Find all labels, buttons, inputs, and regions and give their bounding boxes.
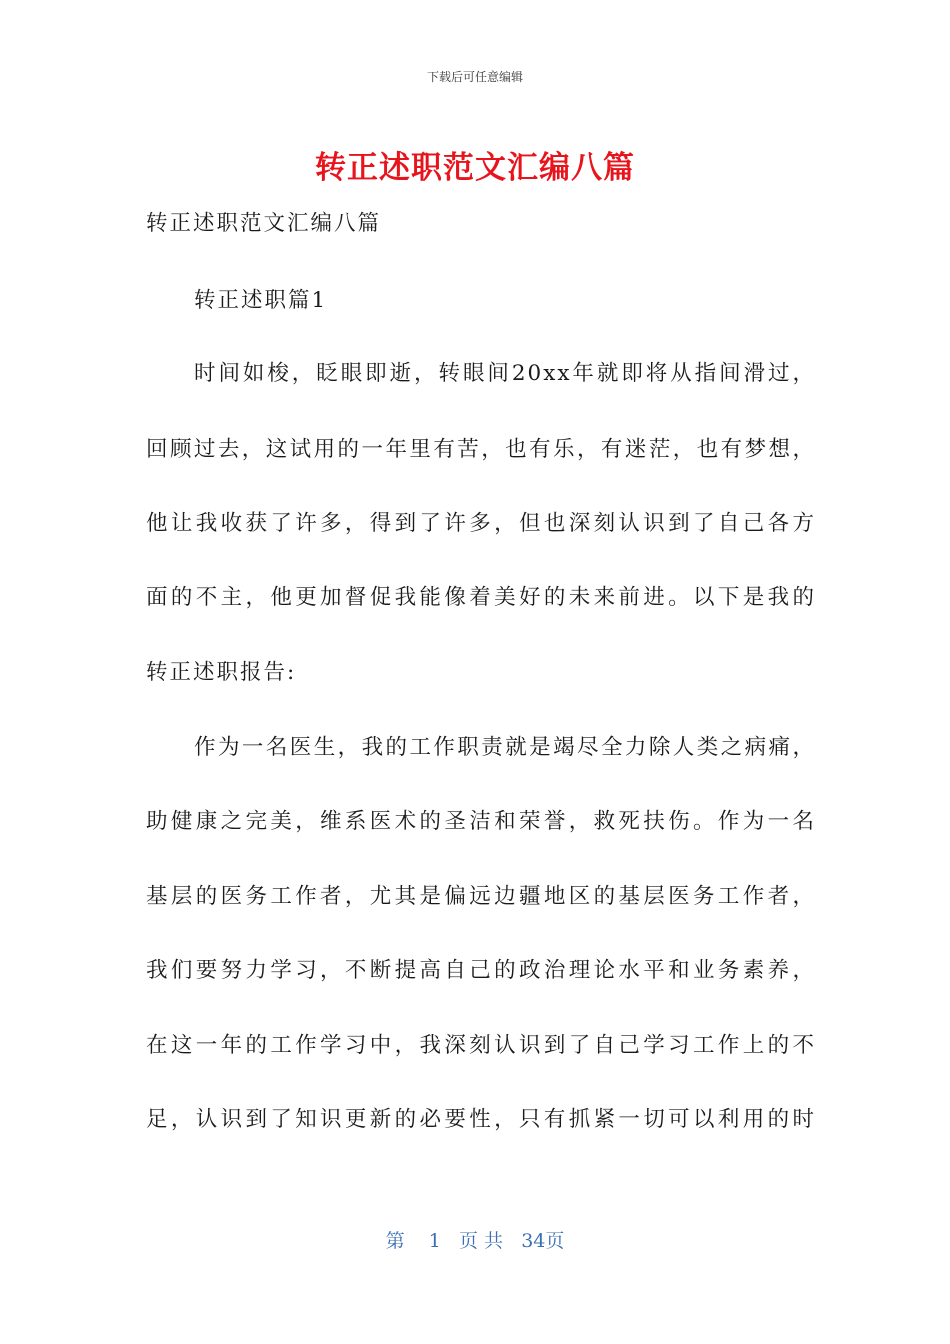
paragraph-2-line-6: 足，认识到了知识更新的必要性，只有抓紧一切可以利用的时 xyxy=(146,1107,816,1132)
paragraph-1-line-1: 时间如梭，眨眼即逝，转眼间20xx年就即将从指间滑过， xyxy=(194,361,816,386)
paragraph-2-line-2: 助健康之完美，维系医术的圣洁和荣誉，救死扶伤。作为一名 xyxy=(146,809,816,834)
document-subtitle: 转正述职范文汇编八篇 xyxy=(146,211,382,236)
header-note: 下载后可任意编辑 xyxy=(426,70,523,84)
paragraph-2-line-1: 作为一名医生，我的工作职责就是竭尽全力除人类之病痛， xyxy=(194,735,816,760)
paragraph-1-line-4: 面的不主，他更加督促我能像着美好的未来前进。以下是我的 xyxy=(146,585,816,610)
document-title: 转正述职范文汇编八篇 xyxy=(315,150,635,186)
footer-middle: 页 共 xyxy=(459,1230,504,1252)
paragraph-2-line-4: 我们要努力学习，不断提高自己的政治理论水平和业务素养， xyxy=(146,958,816,983)
footer-prefix: 第 xyxy=(385,1230,405,1252)
section-heading: 转正述职篇1 xyxy=(194,288,328,313)
paragraph-1-line-5: 转正述职报告: xyxy=(146,660,297,685)
page-footer xyxy=(0,1226,950,1253)
footer-suffix: 页 xyxy=(545,1230,565,1252)
paragraph-1-line-2: 回顾过去，这试用的一年里有苦，也有乐，有迷茫，也有梦想， xyxy=(146,437,816,462)
paragraph-2-line-3: 基层的医务工作者，尤其是偏远边疆地区的基层医务工作者， xyxy=(146,884,816,909)
footer-current-page: 1 xyxy=(428,1230,441,1252)
paragraph-1-line-3: 他让我收获了许多，得到了许多，但也深刻认识到了自己各方 xyxy=(146,511,816,536)
footer-total-pages: 34 xyxy=(521,1230,546,1252)
paragraph-2-line-5: 在这一年的工作学习中，我深刻认识到了自己学习工作上的不 xyxy=(146,1033,816,1058)
